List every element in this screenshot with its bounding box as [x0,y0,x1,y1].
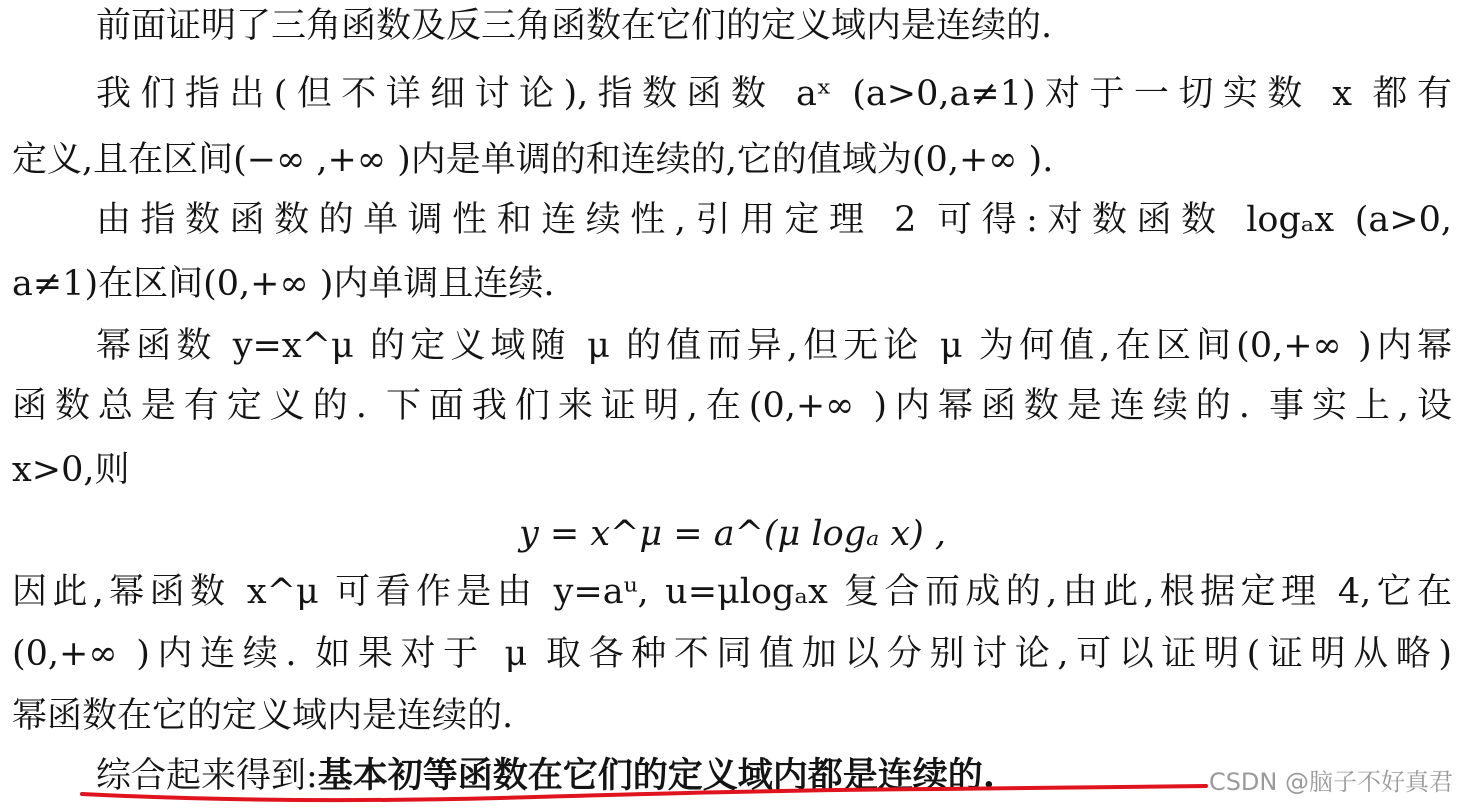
text-line: a≠1)在区间(0,+∞ )内单调且连续. [12,264,555,304]
watermark: CSDN @脑子不好真君 [1208,768,1453,796]
conclusion-prefix: 综合起来得到: [96,756,318,796]
text-line: (0,+∞ )内连续. 如果对于 μ 取各种不同值加以分别讨论,可以证明(证明从略) [12,634,1452,674]
text-line: x>0,则 [12,450,130,490]
text-line: 幂函数在它的定义域内是连续的. [12,696,514,736]
text-line: 我们指出(但不详细讨论),指数函数 aˣ (a>0,a≠1)对于一切实数 x 都有 [96,74,1452,114]
text-line: 幂函数 y=x^μ 的定义域随 μ 的值而异,但无论 μ 为何值,在区间(0,+∞ )内幂 [96,326,1452,366]
red-underline-annotation [80,780,1210,806]
text-line: 因此,幂函数 x^μ 可看作是由 y=aᵘ, u=μlogₐx 复合而成的,由此,根据定理 4,它在 [12,572,1452,612]
formula-line: y = x^μ = a^(μ logₐ x) , [518,514,947,554]
conclusion-statement: 基本初等函数在它们的定义域内都是连续的. [317,755,995,796]
text-line: 前面证明了三角函数及反三角函数在它们的定义域内是连续的. [96,6,1053,46]
text-line: 函数总是有定义的. 下面我们来证明,在(0,+∞ )内幂函数是连续的. 事实上,设 [12,386,1452,426]
text-line: 定义,且在区间(−∞ ,+∞ )内是单调的和连续的,它的值域为(0,+∞ ). [12,140,1054,180]
text-line: 由指数函数的单调性和连续性,引用定理 2 可得:对数函数 logₐx (a>0, [96,200,1452,240]
